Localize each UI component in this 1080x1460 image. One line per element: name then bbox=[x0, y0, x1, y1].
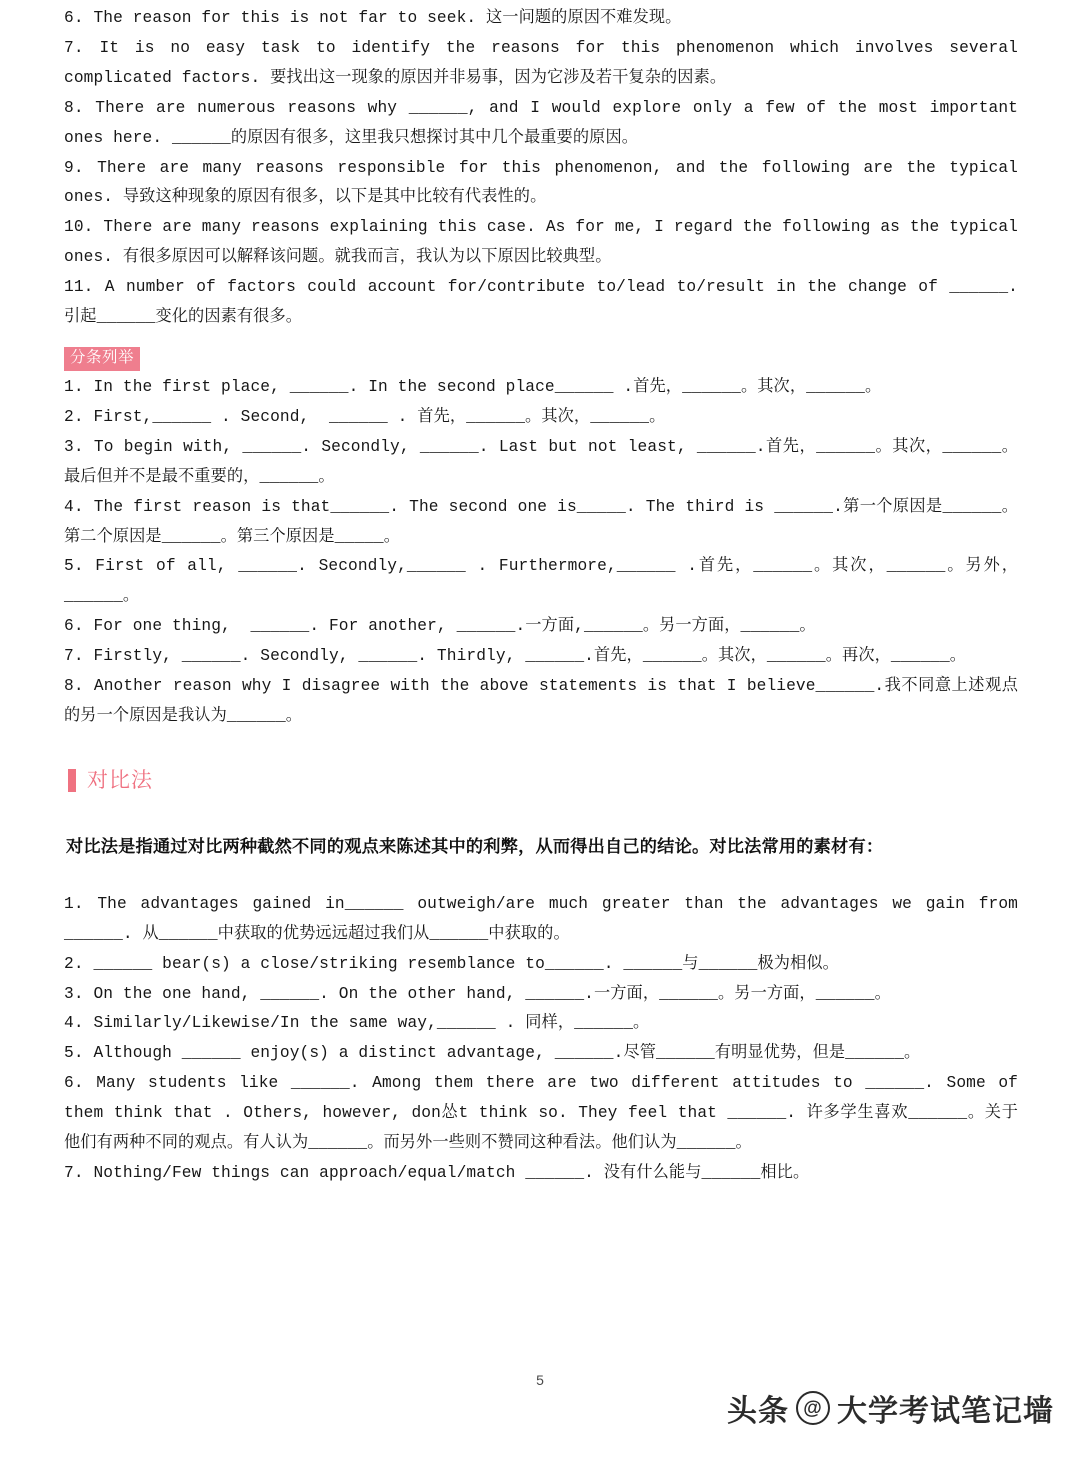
bar-marker-icon bbox=[68, 769, 76, 792]
page-number: 5 bbox=[536, 1372, 544, 1388]
watermark-brand: 头条 bbox=[727, 1395, 789, 1428]
list-item: 1. The advantages gained in______ outweigh/are much greater than the advantages we gain from ______. 从______中获取的优势远远超过我们从______中获取的。 bbox=[64, 894, 1028, 943]
list-item: 3. To begin with, ______. Secondly, ______. Last but not least, ______.首先，______。其次，______。最后但并不是最不重要的，______。 bbox=[64, 437, 1018, 486]
list-item: 3. On the one hand, ______. On the other hand, ______.一方面，______。另一方面，______。 bbox=[64, 984, 891, 1003]
list-item: 6. The reason for this is not far to seek. 这一问题的原因不难发现。 bbox=[64, 9, 682, 27]
list-item: 6. Many students like ______. Among them there are two different attitudes to ______. Some of them think that . Others, however, don怂t think so. They feel that ______. 许多学生喜欢______。关于他们有两种不同的观点。有人认为______。而另外一些则不赞同这种看法。他们认为______。 bbox=[64, 1074, 1028, 1153]
list-item: 1. In the first place, ______. In the second place______ .首先，______。其次，______。 bbox=[64, 377, 882, 396]
list-item: 7. It is no easy task to identify the reasons for this phenomenon which involves several complicated factors. 要找出这一现象的原因并非易事，因为它涉及若干复杂的因素。 bbox=[64, 38, 1028, 87]
list-item: 5. Although ______ enjoy(s) a distinct advantage, ______.尽管______有明显优势，但是______。 bbox=[64, 1044, 921, 1063]
list-item: 4. The first reason is that______. The second one is_____. The third is ______.第一个原因是______。第二个原因是______。第三个原因是_____。 bbox=[64, 497, 1018, 546]
contrast-intro-text: 对比法是指通过对比两种截然不同的观点来陈述其中的利弊，从而得出自己的结论。对比法常用的素材有： bbox=[66, 835, 884, 856]
list-item: 7. Firstly, ______. Secondly, ______. Thirdly, ______.首先，______。其次，______。再次，______。 bbox=[64, 647, 967, 666]
spacer bbox=[64, 868, 1018, 890]
at-icon: @ bbox=[796, 1391, 830, 1425]
list-item: 2. First,______ . Second, ______ . 首先，______。其次，______。 bbox=[64, 407, 666, 426]
contrast-list bbox=[64, 890, 1028, 1189]
list-item: 8. There are numerous reasons why ______, and I would explore only a few of the most important ones here. ______的原因有很多，这里我只想探讨其中几个最重要的原因。 bbox=[64, 98, 1028, 147]
list-item: 7. Nothing/Few things can approach/equal/match ______. 没有什么能与______相比。 bbox=[64, 1164, 810, 1182]
list-item: 5. First of all, ______. Secondly,______ . Furthermore,______ .首先，______。其次，______。另外，______。 bbox=[64, 557, 1018, 606]
top-reason-list bbox=[64, 4, 1028, 333]
list-item: 11. A number of factors could account for/contribute to/lead to/result in the change of ______. 引起______变化的因素有很多。 bbox=[64, 278, 1028, 327]
enumeration-list bbox=[64, 373, 1018, 732]
enumeration-tag-heading: 分条列举 bbox=[64, 347, 140, 371]
contrast-section-heading bbox=[68, 768, 1018, 794]
list-item: 4. Similarly/Likewise/In the same way,______ . 同样，______。 bbox=[64, 1014, 650, 1033]
contrast-intro-paragraph bbox=[66, 824, 1018, 868]
list-item: 8. Another reason why I disagree with the above statements is that I believe______.我不同意上述观点的另一个原因是我认为______。 bbox=[64, 677, 1018, 725]
list-item: 6. For one thing, ______. For another, ______.一方面,______。另一方面，______。 bbox=[64, 617, 816, 636]
list-item: 9. There are many reasons responsible for this phenomenon, and the following are the typical ones. 导致这种现象的原因有很多，以下是其中比较有代表性的。 bbox=[64, 158, 1028, 207]
contrast-heading-label: 对比法 bbox=[87, 768, 153, 792]
watermark bbox=[727, 1386, 1054, 1430]
watermark-account: 大学考试笔记墙 bbox=[837, 1395, 1054, 1428]
list-item: 10. There are many reasons explaining this case. As for me, I regard the following as the typical ones. 有很多原因可以解释该问题。就我而言，我认为以下原因比较典型。 bbox=[64, 218, 1028, 267]
list-item: 2. ______ bear(s) a close/striking resemblance to______. ______与______极为相似。 bbox=[64, 954, 839, 973]
